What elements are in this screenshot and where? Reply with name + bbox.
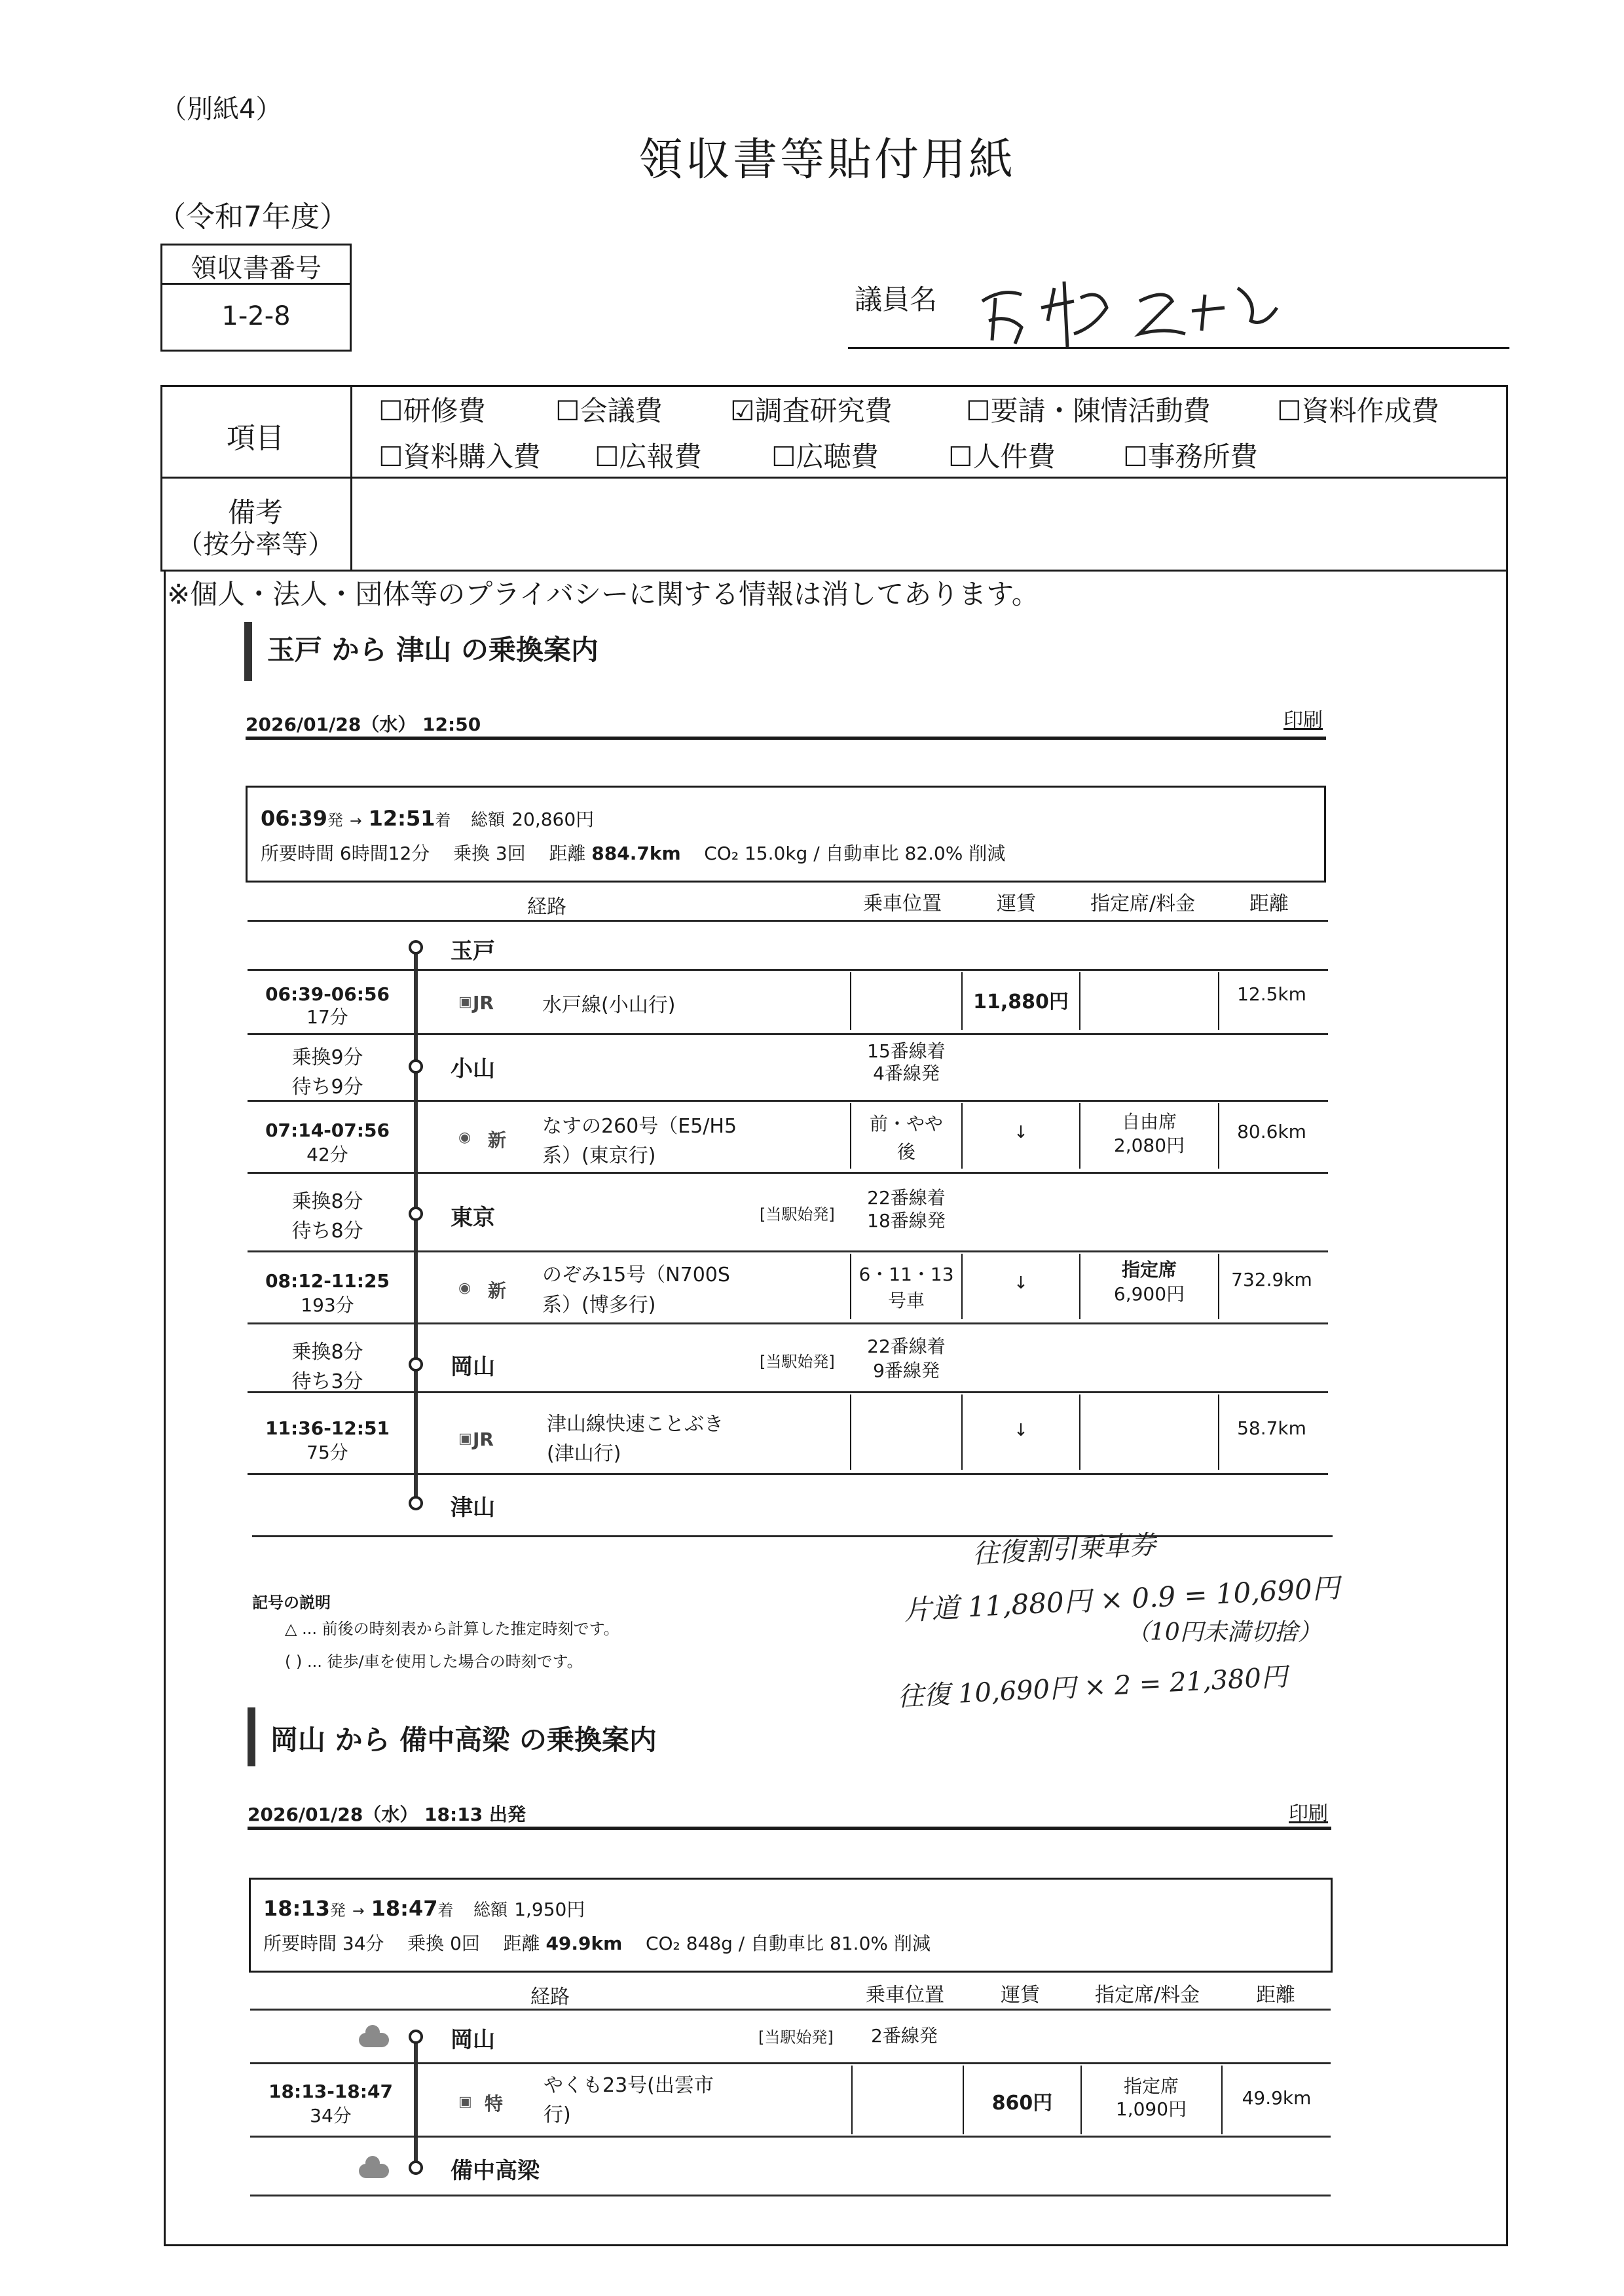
leg-fare: ↓ bbox=[1014, 1123, 1028, 1142]
transfer-time: 乗換8分 bbox=[291, 1341, 363, 1364]
category-meeting[interactable]: ☐会議費 bbox=[555, 395, 663, 427]
transfer-platform-arr: 22番線着 bbox=[867, 1336, 946, 1357]
route1-station: 東京 bbox=[451, 1205, 495, 1231]
transfer-tag: [当駅始発] bbox=[760, 1205, 835, 1224]
leg-position: 6・11・13 bbox=[858, 1264, 954, 1285]
route2-col-seat: 指定席/料金 bbox=[1095, 1984, 1200, 2007]
route2-start-tag: [当駅始発] bbox=[758, 2028, 834, 2047]
route2-co2: 848g / 自動車比 81.0% 削減 bbox=[686, 1933, 931, 1954]
route1-summary-line1 bbox=[261, 805, 594, 831]
receipt-number-value: 1-2-8 bbox=[221, 301, 291, 331]
route1-summary-box bbox=[246, 786, 1326, 883]
route2-distance-label: 距離 bbox=[503, 1933, 540, 1954]
leg-type: 新 bbox=[488, 1129, 507, 1151]
route2-co2-label: CO₂ bbox=[645, 1933, 680, 1954]
category-personnel[interactable]: ☐人件費 bbox=[948, 441, 1056, 473]
route2-station: 備中高梁 bbox=[451, 2158, 540, 2184]
category-materials[interactable]: ☐資料作成費 bbox=[1277, 395, 1439, 427]
remarks-label: 備考 bbox=[227, 496, 283, 528]
leg-duration: 193分 bbox=[301, 1294, 354, 1316]
leg-train-line2: 系）(東京行) bbox=[542, 1144, 656, 1167]
leg-train-line2: 行) bbox=[544, 2104, 571, 2126]
category-purchase[interactable]: ☐資料購入費 bbox=[378, 441, 541, 473]
receipt-number-label: 領収書番号 bbox=[191, 253, 322, 283]
leg-fare: ↓ bbox=[1014, 1273, 1028, 1293]
train-icon: ▣ bbox=[458, 1430, 472, 1447]
route1-station-node bbox=[409, 1496, 423, 1510]
category-publicity[interactable]: ☐広報費 bbox=[595, 441, 702, 473]
route1-co2: 15.0kg / 自動車比 82.0% 削減 bbox=[744, 843, 1006, 864]
route1-station: 玉戸 bbox=[451, 938, 495, 964]
route1-station: 津山 bbox=[451, 1495, 495, 1521]
route1-station: 小山 bbox=[451, 1056, 495, 1082]
route2-arr-suffix: 着 bbox=[437, 1901, 454, 1920]
leg-position: 前・やや bbox=[869, 1113, 943, 1135]
member-name-underline bbox=[848, 347, 1509, 349]
route2-total-label: 総額 bbox=[473, 1901, 508, 1920]
route2-station: 岡山 bbox=[451, 2027, 495, 2053]
weather-icon bbox=[359, 2164, 389, 2178]
leg-distance: 732.9km bbox=[1231, 1269, 1312, 1290]
route1-transfer-label: 乗換 bbox=[452, 843, 490, 864]
leg-position-line2: 号車 bbox=[887, 1290, 925, 1311]
transfer-time: 乗換9分 bbox=[291, 1046, 363, 1069]
leg-seat-fee: 6,900円 bbox=[1113, 1283, 1185, 1305]
leg-seat-fee: 1,090円 bbox=[1115, 2098, 1187, 2120]
route1-arr-suffix: 着 bbox=[435, 811, 451, 829]
route2-col-position: 乗車位置 bbox=[866, 1984, 944, 2007]
transfer-wait: 待ち9分 bbox=[291, 1076, 363, 1099]
route1-station-node bbox=[409, 1207, 423, 1221]
legend-item: ( ) ... 徒歩/車を使用した場合の時刻です。 bbox=[285, 1652, 583, 1671]
route1-arrow: → bbox=[350, 813, 362, 829]
leg-distance: 80.6km bbox=[1237, 1121, 1306, 1142]
leg-duration: 75分 bbox=[306, 1442, 348, 1463]
transfer-platform-dep: 9番線発 bbox=[873, 1360, 940, 1381]
transfer-platform-dep: 18番線発 bbox=[867, 1210, 946, 1231]
route2-summary-line2 bbox=[263, 1929, 931, 1956]
transfer-platform-dep: 4番線発 bbox=[873, 1063, 940, 1084]
handwritten-note: 往復 10,690円 × 2 = 21,380円 bbox=[896, 1662, 1288, 1713]
leg-time: 18:13-18:47 bbox=[268, 2081, 393, 2102]
legend-title: 記号の説明 bbox=[252, 1594, 331, 1612]
leg-train: やくも23号(出雲市 bbox=[544, 2074, 714, 2097]
route2-transfer: 0回 bbox=[450, 1933, 480, 1954]
leg-duration: 34分 bbox=[310, 2105, 352, 2126]
route1-summary-line2 bbox=[261, 839, 1005, 866]
route1-dep-suffix: 発 bbox=[327, 811, 343, 829]
leg-train-line2: (津山行) bbox=[547, 1442, 621, 1465]
category-research[interactable]: ☑調査研究費 bbox=[730, 395, 893, 427]
category-petition[interactable]: ☐要請・陳情活動費 bbox=[966, 395, 1211, 427]
route2-distance: 49.9km bbox=[545, 1933, 623, 1954]
category-label: 項目 bbox=[227, 422, 284, 455]
leg-train: 津山線快速ことぶき bbox=[547, 1413, 724, 1436]
handwritten-note: （10円未満切捨） bbox=[1126, 1619, 1321, 1646]
fiscal-year: （令和7年度） bbox=[157, 200, 348, 234]
route1-time: 6時間12分 bbox=[339, 843, 430, 864]
route2-print-link[interactable]: 印刷 bbox=[1289, 1802, 1328, 1825]
page-title: 領収書等貼付用紙 bbox=[638, 134, 1016, 186]
leg-type: 新 bbox=[488, 1280, 507, 1302]
route1-col-position: 乗車位置 bbox=[863, 892, 942, 915]
route2-arrow: → bbox=[352, 1903, 365, 1920]
leg-time: 06:39-06:56 bbox=[265, 983, 390, 1005]
route1-time-label: 所要時間 bbox=[261, 843, 335, 864]
route1-print-link[interactable]: 印刷 bbox=[1283, 709, 1323, 732]
leg-time: 07:14-07:56 bbox=[265, 1120, 390, 1141]
transfer-time: 乗換8分 bbox=[291, 1190, 363, 1213]
member-name-label: 議員名 bbox=[855, 283, 938, 316]
route1-distance-label: 距離 bbox=[549, 843, 586, 864]
category-training[interactable]: ☐研修費 bbox=[378, 395, 486, 427]
route2-col-fare: 運賃 bbox=[1001, 1984, 1040, 2007]
leg-train: のぞみ15号（N700S bbox=[542, 1264, 730, 1286]
route1-transfer: 3回 bbox=[495, 843, 526, 864]
leg-time: 08:12-11:25 bbox=[265, 1270, 390, 1292]
route1-station-node bbox=[409, 1059, 423, 1074]
transfer-tag: [当駅始発] bbox=[760, 1353, 835, 1371]
leg-duration: 42分 bbox=[306, 1144, 348, 1165]
route2-transfer-label: 乗換 bbox=[407, 1933, 445, 1954]
leg-seat: 指定席 bbox=[1121, 1259, 1177, 1281]
transfer-platform-arr: 22番線着 bbox=[867, 1187, 946, 1209]
transfer-platform-arr: 15番線着 bbox=[867, 1040, 946, 1062]
leg-fare: 860円 bbox=[991, 2092, 1053, 2115]
attachment-label: （別紙4） bbox=[160, 94, 282, 124]
leg-distance: 49.9km bbox=[1242, 2087, 1312, 2109]
route1-arr: 12:51 bbox=[368, 806, 435, 831]
leg-position-line2: 後 bbox=[896, 1141, 915, 1163]
route1-col-route: 経路 bbox=[527, 896, 566, 919]
leg-distance: 12.5km bbox=[1237, 983, 1306, 1005]
route1-col-fare: 運賃 bbox=[997, 892, 1036, 915]
route2-time-label: 所要時間 bbox=[263, 1933, 337, 1954]
route1-station-node bbox=[409, 940, 423, 955]
route1-station: 岡山 bbox=[451, 1354, 495, 1380]
route1-co2-label: CO₂ bbox=[704, 843, 739, 864]
route2-dep-suffix: 発 bbox=[329, 1901, 346, 1920]
leg-fare: ↓ bbox=[1014, 1421, 1028, 1440]
shinkansen-icon: ◉ bbox=[458, 1280, 471, 1296]
category-office[interactable]: ☐事務所費 bbox=[1123, 441, 1258, 473]
route1-station-node bbox=[409, 1357, 423, 1372]
route1-datetime: 2026/01/28（水） 12:50 bbox=[246, 714, 481, 735]
route1-col-seat: 指定席/料金 bbox=[1090, 892, 1196, 915]
leg-distance: 58.7km bbox=[1237, 1417, 1306, 1439]
legend-item: △ ... 前後の時刻表から計算した推定時刻です。 bbox=[285, 1620, 619, 1638]
route2-time: 34分 bbox=[342, 1933, 384, 1954]
leg-type: 特 bbox=[485, 2093, 504, 2115]
limited-express-icon: ▣ bbox=[458, 2094, 472, 2110]
route2-station-node bbox=[409, 2030, 423, 2044]
route1-rail bbox=[414, 946, 418, 1503]
route2-heading: 岡山 から 備中高梁 の乗換案内 bbox=[270, 1724, 657, 1756]
route1-heading: 玉戸 から 津山 の乗換案内 bbox=[267, 634, 599, 666]
transfer-wait: 待ち8分 bbox=[291, 1220, 363, 1243]
train-icon: ▣ bbox=[458, 994, 472, 1010]
leg-train: なすの260号（E5/H5 bbox=[542, 1115, 737, 1138]
route2-start-platform: 2番線発 bbox=[871, 2025, 938, 2047]
route2-station-node bbox=[409, 2160, 423, 2175]
route2-total: 1,950円 bbox=[514, 1899, 585, 1920]
route1-distance: 884.7km bbox=[591, 843, 681, 864]
handwritten-note: 往復割引乗車券 bbox=[972, 1529, 1157, 1570]
route2-summary-line1 bbox=[263, 1895, 585, 1922]
route2-col-route: 経路 bbox=[530, 1986, 570, 2009]
privacy-notice: ※個人・法人・団体等のプライバシーに関する情報は消してあります。 bbox=[167, 578, 1039, 610]
leg-duration: 17分 bbox=[306, 1006, 348, 1028]
transfer-wait: 待ち3分 bbox=[291, 1370, 363, 1393]
leg-type: JR bbox=[473, 1429, 494, 1450]
leg-fare: 11,880円 bbox=[973, 991, 1069, 1013]
route2-datetime: 2026/01/28（水） 18:13 出発 bbox=[248, 1804, 526, 1825]
shinkansen-icon: ◉ bbox=[458, 1129, 471, 1146]
route1-col-distance: 距離 bbox=[1249, 892, 1289, 915]
member-signature bbox=[976, 262, 1303, 354]
route2-dep: 18:13 bbox=[263, 1896, 330, 1921]
route1-total-label: 総額 bbox=[471, 811, 506, 830]
leg-time: 11:36-12:51 bbox=[265, 1417, 390, 1439]
route1-total: 20,860円 bbox=[511, 809, 595, 830]
leg-train-line2: 系）(博多行) bbox=[542, 1294, 656, 1317]
route2-arr: 18:47 bbox=[371, 1896, 438, 1921]
category-hearing[interactable]: ☐広聴費 bbox=[771, 441, 879, 473]
leg-seat: 指定席 bbox=[1123, 2075, 1179, 2097]
weather-icon bbox=[359, 2033, 389, 2047]
route1-dep: 06:39 bbox=[261, 806, 327, 831]
route2-col-distance: 距離 bbox=[1256, 1984, 1295, 2007]
leg-seat-fee: 2,080円 bbox=[1113, 1135, 1185, 1156]
leg-type: JR bbox=[473, 992, 494, 1013]
route2-summary-box bbox=[249, 1878, 1333, 1973]
route2-rail bbox=[414, 2036, 418, 2167]
remarks-label-sub: （按分率等） bbox=[177, 530, 334, 560]
leg-seat: 自由席 bbox=[1121, 1111, 1177, 1133]
handwritten-note: 片道 11,880円 × 0.9 = 10,690円 bbox=[903, 1571, 1340, 1627]
leg-train: 水戸線(小山行) bbox=[542, 994, 676, 1017]
